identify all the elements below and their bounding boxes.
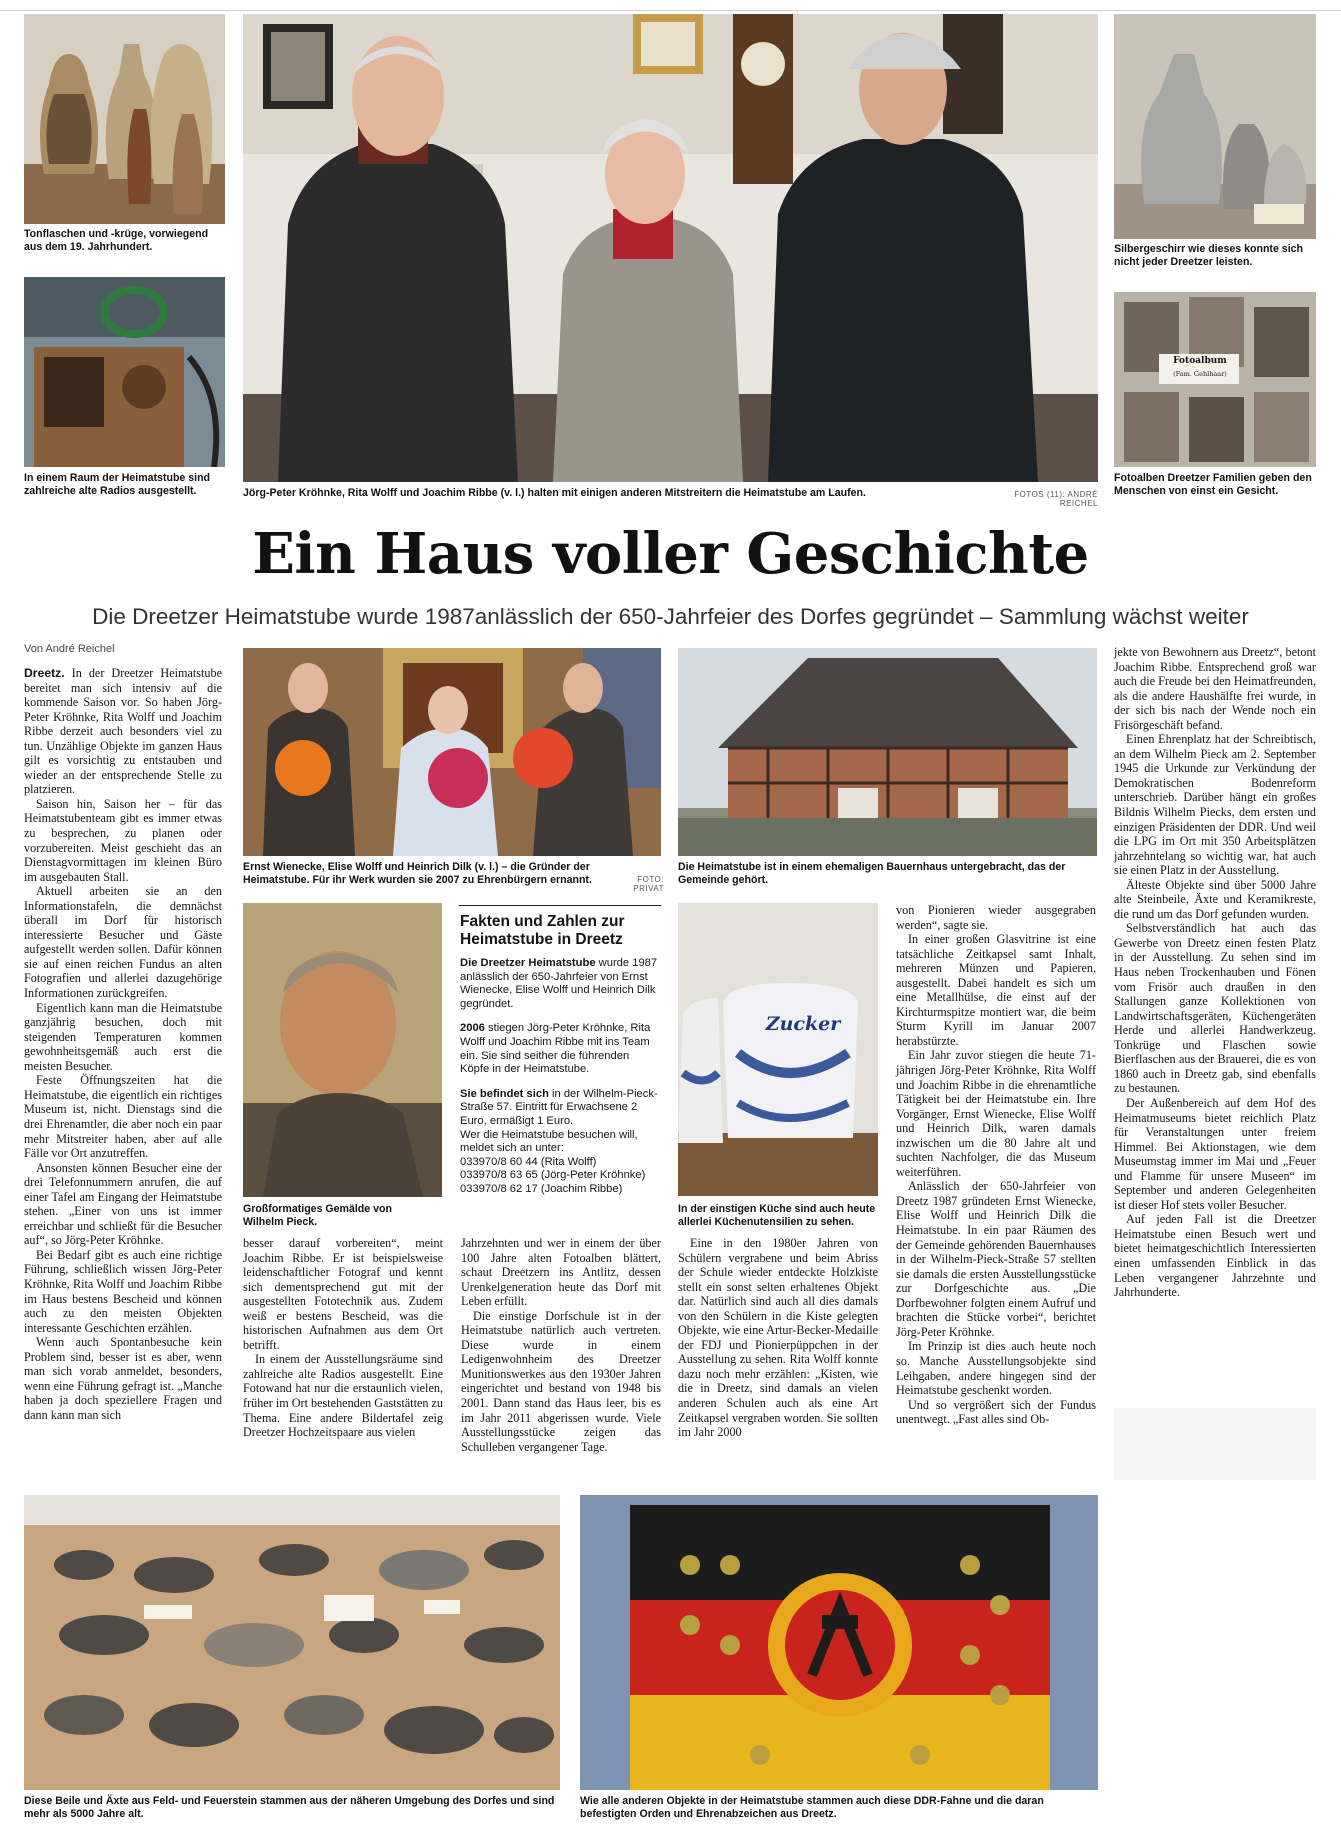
photo-main-group — [243, 14, 1098, 482]
caption-founders-credit: FOTO: PRIVAT — [633, 875, 664, 893]
caption-house: Die Heimatstube ist in einem ehemaligen Bauernhaus untergebracht, das der Gemeinde gehört. — [678, 861, 1066, 886]
blank-placeholder — [1114, 1408, 1316, 1480]
photo-kitchen — [678, 903, 878, 1196]
caption-main-credit: FOTOS (11): ANDRÉ REICHEL — [1014, 490, 1098, 508]
caption-radios: In einem Raum der Heimatstube sind zahlreiche alte Radios ausgestellt. — [24, 472, 211, 497]
subheadline: Die Dreetzer Heimatstube wurde 1987anlässlich der 650-Jahrfeier des Dorfes gegründet – Sammlung wächst weiter — [92, 604, 1249, 629]
fact-paragraph-1: Die Dreetzer Heimatstube wurde 1987 anlässlich der 650-Jahrfeier von Ernst Wienecke, Elise Wolff und Heinrich Dilk gegründet. — [460, 957, 658, 1010]
phone-ribbe: 033970/8 62 17 (Joachim Ribbe) — [460, 1182, 623, 1195]
article-column-5: von Pionieren wieder ausgegraben werden“, sagte sie. In einer großen Glasvitrine ist eine tatsächliche Zeitkapsel samt Inhalt, mehreren Münzen und Papieren, ausgestellt. Dabei handelt es sich um eine Metallhülse, die einst auf der Kirchturmspitze montiert war, die beim Sturm Kyrill im Januar 2007 herabstürzte. Ein Jahr zuvor stiegen die heute 71-jährigen Jörg-Peter Kröhnke, Rita Wolff und Joachim Ribbe in die ehrenamtliche Tätigkeit bei der Heimatstube ein. Ihre Vorgänger, Ernst Wienecke, Elise Wolff und Heinrich Dilk, waren damals inzwischen um die 80 Jahre alt und suchten Nachfolger, die das Museum weiterführen. Anlässlich der 650-Jahrfeier von Dreetz 1987 gründeten Ernst Wienecke, Elise Wolff und Heinrich Dilk die Heimatstube. In ein paar Räumen des der Gemeinde gehörenden Bauernhauses in der Wilhelm-Pieck-Straße 57 stellten sie damals die ersten Ausstellungsstücke zur Dorfgeschichte aus. „Die Dorfbewohner folgten einem Aufruf und brachten die Stücke vorbei“, berichtet Jörg-Peter Kröhnke. Im Prinzip ist dies auch heute noch so. Manche Ausstellungsobjekte sind Leihgaben, andere hingegen sind der Heimatstube geschenkt worden. Und so vergrößert sich der Fundus unentwegt. „Fast alles sind Ob- — [896, 903, 1096, 1427]
caption-kitchen: In der einstigen Küche sind auch heute allerlei Küchenutensilien zu sehen. — [678, 1203, 876, 1228]
album-sublabel: (Fam. Gehlhaar) — [1173, 370, 1227, 378]
phone-kroehnke: 033970/8 63 65 (Jörg-Peter Kröhnke) — [460, 1169, 646, 1182]
photo-radios — [24, 277, 225, 467]
byline: Von André Reichel — [24, 643, 115, 655]
article-column-2: besser darauf vorbereiten“, meint Joachim Ribbe. Er ist beispielsweise leidenschaftlicher Fotograf und kennt sich dementsprechend gut mit der ausgestellten Fototechnik aus. Zudem weiß er bestens Bescheid, was die historischen Aufnahmen aus dem Ort betrifft. In einem der Ausstellungsräume sind zahlreiche alte Radios ausgestellt. Eine Fotowand hat nur die erstaunlich vielen, früher im Ort bestehenden Gaststätten zu Thema. Eine andere Bildertafel zeig Dreetzer Hochzeitspaare aus vielen — [243, 1236, 444, 1440]
photo-axes — [24, 1495, 560, 1790]
caption-axes: Diese Beile und Äxte aus Feld- und Feuerstein stammen aus der näheren Umgebung des Dorfes und sind mehr als 5000 Jahre alt. — [24, 1795, 555, 1820]
photo-founders — [243, 648, 661, 856]
phone-rita: 033970/8 60 44 (Rita Wolff) — [460, 1155, 597, 1168]
article-column-4: Eine in den 1980er Jahren von Schülern vergrabene und beim Abriss der Schule wieder entdeckte Holzkiste stellt ein sonst selten erhaltenes Objekt dar. Natürlich sind auch all dies damals von den Schülern in die Kiste gelegten Objekte, wie eine Artur-Becker-Medaille der FDJ und Pionierpüppchen in der Ausstellung zu sehen. Rita Wolff konnte dazu noch mehr erzählen: „Kisten, wie die in Dreetz, sind damals an vielen anderen Schulen auch als eine Art Zeitkapsel vergraben worden. Sie sollten im Jahr 2000 — [678, 1236, 878, 1440]
caption-album: Fotoalben Dreetzer Familien geben den Menschen von einst ein Gesicht. — [1114, 472, 1312, 497]
jar-label: Zucker — [765, 1013, 841, 1035]
photo-jugs — [24, 14, 225, 224]
caption-painting: Großformatiges Gemälde von Wilhelm Pieck. — [243, 1203, 392, 1228]
fact-paragraph-2: 2006 stiegen Jörg-Peter Kröhnke, Rita Wolff und Joachim Ribbe mit ins Team ein. Sie sind seither die führenden Köpfe in der Heimatstube. — [460, 1022, 651, 1076]
fact-box-title: Fakten und Zahlen zur Heimatstube in Dreetz — [460, 913, 625, 948]
album-label: Fotoalbum — [1173, 356, 1227, 366]
fact-paragraph-4: Wer die Heimatstube besuchen will, meldet sich an unter: — [460, 1128, 638, 1155]
dateline: Dreetz. — [24, 666, 65, 680]
fact-box-rule — [459, 905, 661, 906]
caption-silver: Silbergeschirr wie dieses konnte sich nicht jeder Dreetzer leisten. — [1114, 243, 1303, 268]
article-column-3: Jahrzehnten und wer in einem der über 100 Jahre alten Fotoalben blättert, schaut Dreetzern ins Antlitz, dessen Urenkelgeneration heute das Dorf mit Leben erfüllt. Die einstige Dorfschule ist in der Heimatstube natürlich auch vertreten. Diese wurde in einem Ledigenwohnheim des Dreetzer Munitionswerkes aus den 1930er Jahren eingerichtet und bestand von 1948 bis 2001. Dann stand das Haus leer, bis es im Jahr 2011 abgerissen wurde. Viele Ausstellungsstücke zeigen das Schulleben vergangener Tage. — [461, 1236, 661, 1454]
photo-silver — [1114, 14, 1316, 239]
photo-album — [1114, 292, 1316, 467]
article-column-6: jekte von Bewohnern aus Dreetz“, betont Joachim Ribbe. Entsprechend groß war auch die Freude bei den Heimatfreunden, als die andere Haushälfte frei wurde, in der sich bis nach der Wende noch ein Frisörgeschäft befand. Einen Ehrenplatz hat der Schreibtisch, an dem Wilhelm Pieck am 2. September 1945 die Urkunde zur Verkündung der Demokratischen Bodenreform unterschrieb. Darüber hängt ein großes Bildnis Wilhelm Piecks, dem ersten und einzigen Präsidenten der DDR. Und weil die LPG im Ort mit 350 Arbeitsplätzen jahrzehntelang so wichtig war, hat auch sie einen Platz in der Ausstellung. Älteste Objekte sind über 5000 Jahre alte Steinbeile, Äxte und Keramikreste, die rund um das Dorf gefunden wurden. Selbstverständlich hat auch das Gewerbe von Dreetz einen festen Platz in der Ausstellung. Zu sehen sind im Haus neben Trockenhauben und Fönen vom Frisör auch draußen in den Stallungen ganze Kollektionen von Landwirtschaftsgeräten, Küchengeräten Herde und allerlei Handwerkzeug. Tonkrüge und Flaschen sowie Bierflaschen aus der Brauerei, die es von 1860 auch in Dreetz gab, sind ebenfalls zu bestaunen. Der Außenbereich auf dem Hof des Heimatmuseums bietet reichlich Platz für Veranstaltungen unter freiem Himmel. Bei Aktionstagen, wie dem Museumstag immer im Mai und „Feuer und Flamme für unsere Museen“ im September und anderen Gelegenheiten ist dieser Hof stets voller Besucher. Auf jeden Fall ist die Dreetzer Heimatstube einen Besuch wert und bietet heimatgeschichtlich Interessierten einen umfassenden Einblick in das Leben vergangener Jahrzehnte und Jahrhunderte. — [1114, 645, 1316, 1300]
caption-flag: Wie alle anderen Objekte in der Heimatstube stammen auch diese DDR-Fahne und die daran befestigten Orden und Ehrenabzeichen aus Dreetz. — [580, 1795, 1044, 1820]
headline: Ein Haus voller Geschichte — [252, 521, 1089, 587]
fact-box — [460, 913, 661, 1197]
caption-main: Jörg-Peter Kröhnke, Rita Wolff und Joachim Ribbe (v. l.) halten mit einigen anderen Mitstreitern die Heimatstube am Laufen. — [243, 487, 866, 499]
photo-painting — [243, 903, 442, 1197]
photo-house — [678, 648, 1097, 856]
caption-jugs: Tonflaschen und -krüge, vorwiegend aus dem 19. Jahrhundert. — [24, 228, 209, 253]
photo-flag — [580, 1495, 1098, 1790]
top-rule — [0, 10, 1341, 11]
article-column-1: Dreetz. In der Dreetzer Heimatstube bereitet man sich intensiv auf die kommende Saison vor. So haben Jörg-Peter Kröhnke, Rita Wolff und Joachim Ribbe derzeit auch besonders viel zu tun. Unzählige Objekte im ganzen Haus gilt es vorsichtig zu entstauben und wieder an der entsprechende Stelle zu platzieren. Saison hin, Saison her – für das Heimatstubenteam gibt es immer etwas zu besprechen, zu planen oder vorzubereiten. Meist geschieht das an Dienstagvormittagen im kleinen Büro im ausgebauten Stall. Aktuell arbeiten sie an den Informationstafeln, die demnächst überall im Dorf für historisch interessierte Besucher und Gäste aufgestellt werden sollen. Dafür können sie auf einen reichen Fundus an alten Fotografien und allerlei dazugehörige Informationen zurückgreifen. Eigentlich kann man die Heimatstube ganzjährig besuchen, doch mit steigenden Temperaturen kommen gewohnheitsgemäß auch erst die meisten Besucher. Feste Öffnungszeiten hat die Heimatstube, die eigentlich ein richtiges Museum ist, nicht. Dienstags sind die drei Ehrenamtler, die aber noch ein paar mehr Mitstreiter haben, aber auf alle Fälle vor Ort anzutreffen. Ansonsten können Besucher eine der drei Telefonnummern anrufen, die auf einer Tafel am Eingang der Heimatstube stehen. „Einer von uns ist immer erreichbar und schließt für die Besucher auf“, so Jörg-Peter Kröhnke. Bei Bedarf gibt es auch eine richtige Führung, schließlich wissen Jörg-Peter Kröhnke, Rita Wolff und Joachim Ribbe im Haus bestens Bescheid und können auch zu den meisten Objekten interessante Geschichten erzählen. Wenn auch Spontanbesuche kein Problem sind, besser ist es aber, wenn man sich vorab anmeldet, besonders, wenn eine Führung gefragt ist. „Manche haben ja doch speziellere Fragen und dann kann man sich — [24, 666, 222, 1422]
fact-paragraph-3: Sie befindet sich in der Wilhelm-Pieck-Straße 57. Eintritt für Erwachsene 2 Euro, ermäßigt 1 Euro. — [460, 1087, 658, 1127]
caption-founders: Ernst Wienecke, Elise Wolff und Heinrich Dilk (v. l.) – die Gründer der Heimatstube. Für ihr Werk wurden sie 2007 zu Ehrenbürgern ernannt. — [243, 861, 592, 886]
